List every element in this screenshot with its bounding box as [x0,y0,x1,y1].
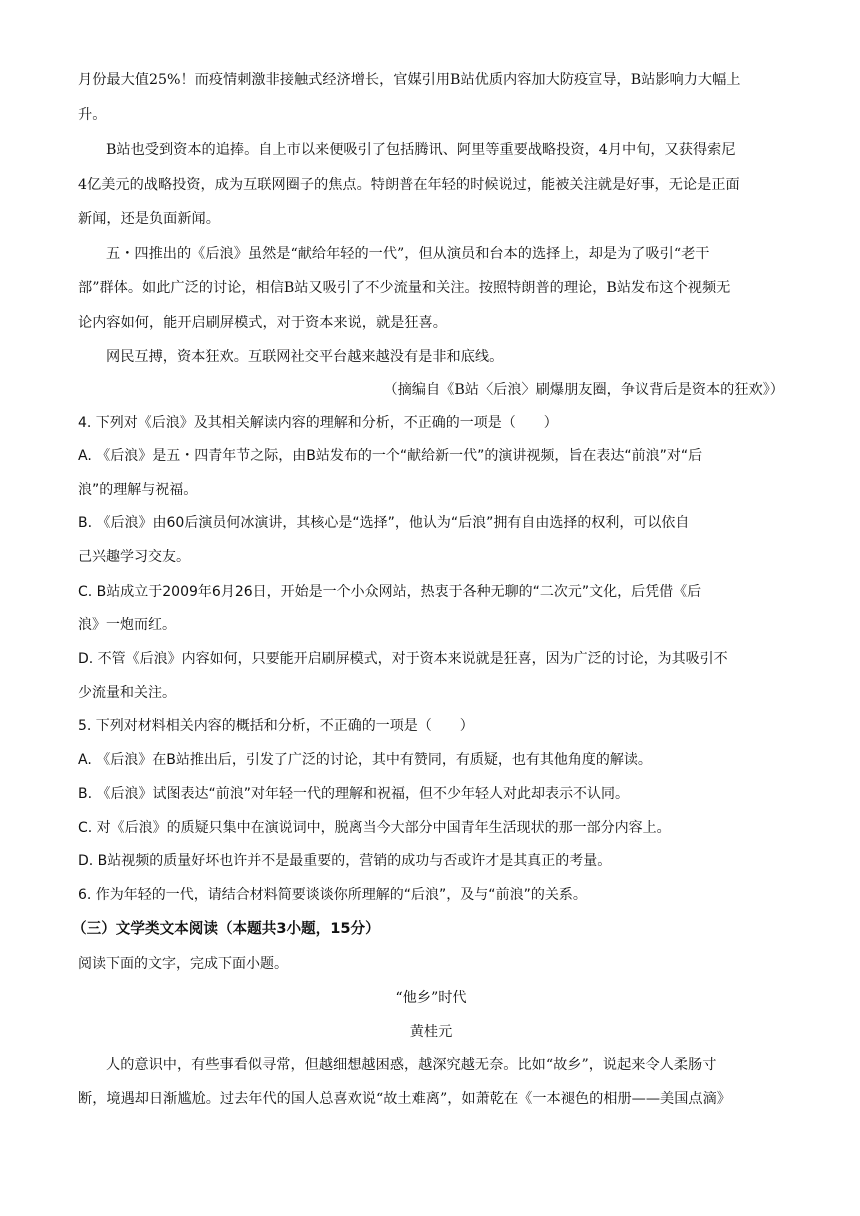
question-6: 6. 作为年轻的一代，请结合材料简要谈谈你所理解的“后浪”，及与“前浪”的关系。 [78,887,587,903]
section-heading: （三）文学类文本阅读（本题共3小题，15分） [72,920,380,937]
option-b-cont: 己兴趣学习交友。 [78,549,190,565]
option-b: B. 《后浪》由60后演员何冰演讲，其核心是“选择”，他认为“后浪”拥有自由选择的权利，可以依自 [78,515,690,531]
text-line: 新闻，还是负面新闻。 [78,211,220,227]
option-c: C. 对《后浪》的质疑只集中在演说词中，脱离当今大部分中国青年生活现状的那一部分内容上。 [78,820,671,836]
option-d: D. B站视频的质量好坏也许并不是最重要的，营销的成功与否或许才是其真正的考量。 [78,853,612,869]
option-a-cont: 浪”的理解与祝福。 [78,482,198,498]
text-line: 4亿美元的战略投资，成为互联网圈子的焦点。特朗普在年轻的时候说过，能被关注就是好事，无论是正面 [78,177,740,193]
text-line: 断，境遇却日渐尴尬。过去年代的国人总喜欢说“故土难离”，如萧乾在《一本褪色的相册——美国点滴》 [78,1091,731,1107]
option-a: A. 《后浪》在B站推出后，引发了广泛的讨论，其中有赞同，有质疑，也有其他角度的解读。 [78,752,652,768]
option-a: A. 《后浪》是五・四青年节之际，由B站发布的一个“献给新一代”的演讲视频，旨在表达“前浪”对“后 [78,448,703,464]
text-line: 人的意识中，有些事看似寻常，但越细想越困惑，越深究越无奈。比如“故乡”，说起来令人柔肠寸 [106,1057,717,1073]
text-line: B站也受到资本的追捧。自上市以来便吸引了包括腾讯、阿里等重要战略投资，4月中旬，又获得索尼 [106,142,736,158]
option-d: D. 不管《后浪》内容如何，只要能开启刷屏模式，对于资本来说就是狂喜，因为广泛的讨论，为其吸引不 [78,651,728,667]
option-b: B. 《后浪》试图表达“前浪”对年轻一代的理解和祝福，但不少年轻人对此却表示不认同。 [78,786,630,802]
option-c-cont: 浪》一炮而红。 [78,617,176,633]
text-line: 五・四推出的《后浪》虽然是“献给年轻的一代”，但从演员和台本的选择上，却是为了吸引“老干 [106,246,710,262]
article-author: 黄桂元 [409,1024,453,1040]
text-line: 升。 [78,107,107,123]
text-line: 网民互搏，资本狂欢。互联网社交平台越来越没有是非和底线。 [106,349,504,365]
option-c: C. B站成立于2009年6月26日，开始是一个小众网站，热衷于各种无聊的“二次元”文化，后凭借《后 [78,584,702,600]
text-line: 部”群体。如此广泛的讨论，相信B站又吸引了不少流量和关注。按照特朗普的理论，B站发布这个视频无 [78,280,731,296]
option-d-cont: 少流量和关注。 [78,685,176,701]
article-title: “他乡”时代 [395,990,467,1006]
question-4: 4. 下列对《后浪》及其相关解读内容的理解和分析，不正确的一项是（ ） [78,415,558,431]
text-line: 月份最大值25%！而疫情刺激非接触式经济增长，官媒引用B站优质内容加大防疫宣导，B站影响力大幅上 [78,72,741,88]
source-citation: （摘编自《B站〈后浪〉刷爆朋友圈，争议背后是资本的狂欢》） [383,382,784,398]
instruction: 阅读下面的文字，完成下面小题。 [78,956,288,972]
question-5: 5. 下列对材料相关内容的概括和分析，不正确的一项是（ ） [78,718,474,734]
text-line: 论内容如何，能开启刷屏模式，对于资本来说，就是狂喜。 [78,315,447,331]
